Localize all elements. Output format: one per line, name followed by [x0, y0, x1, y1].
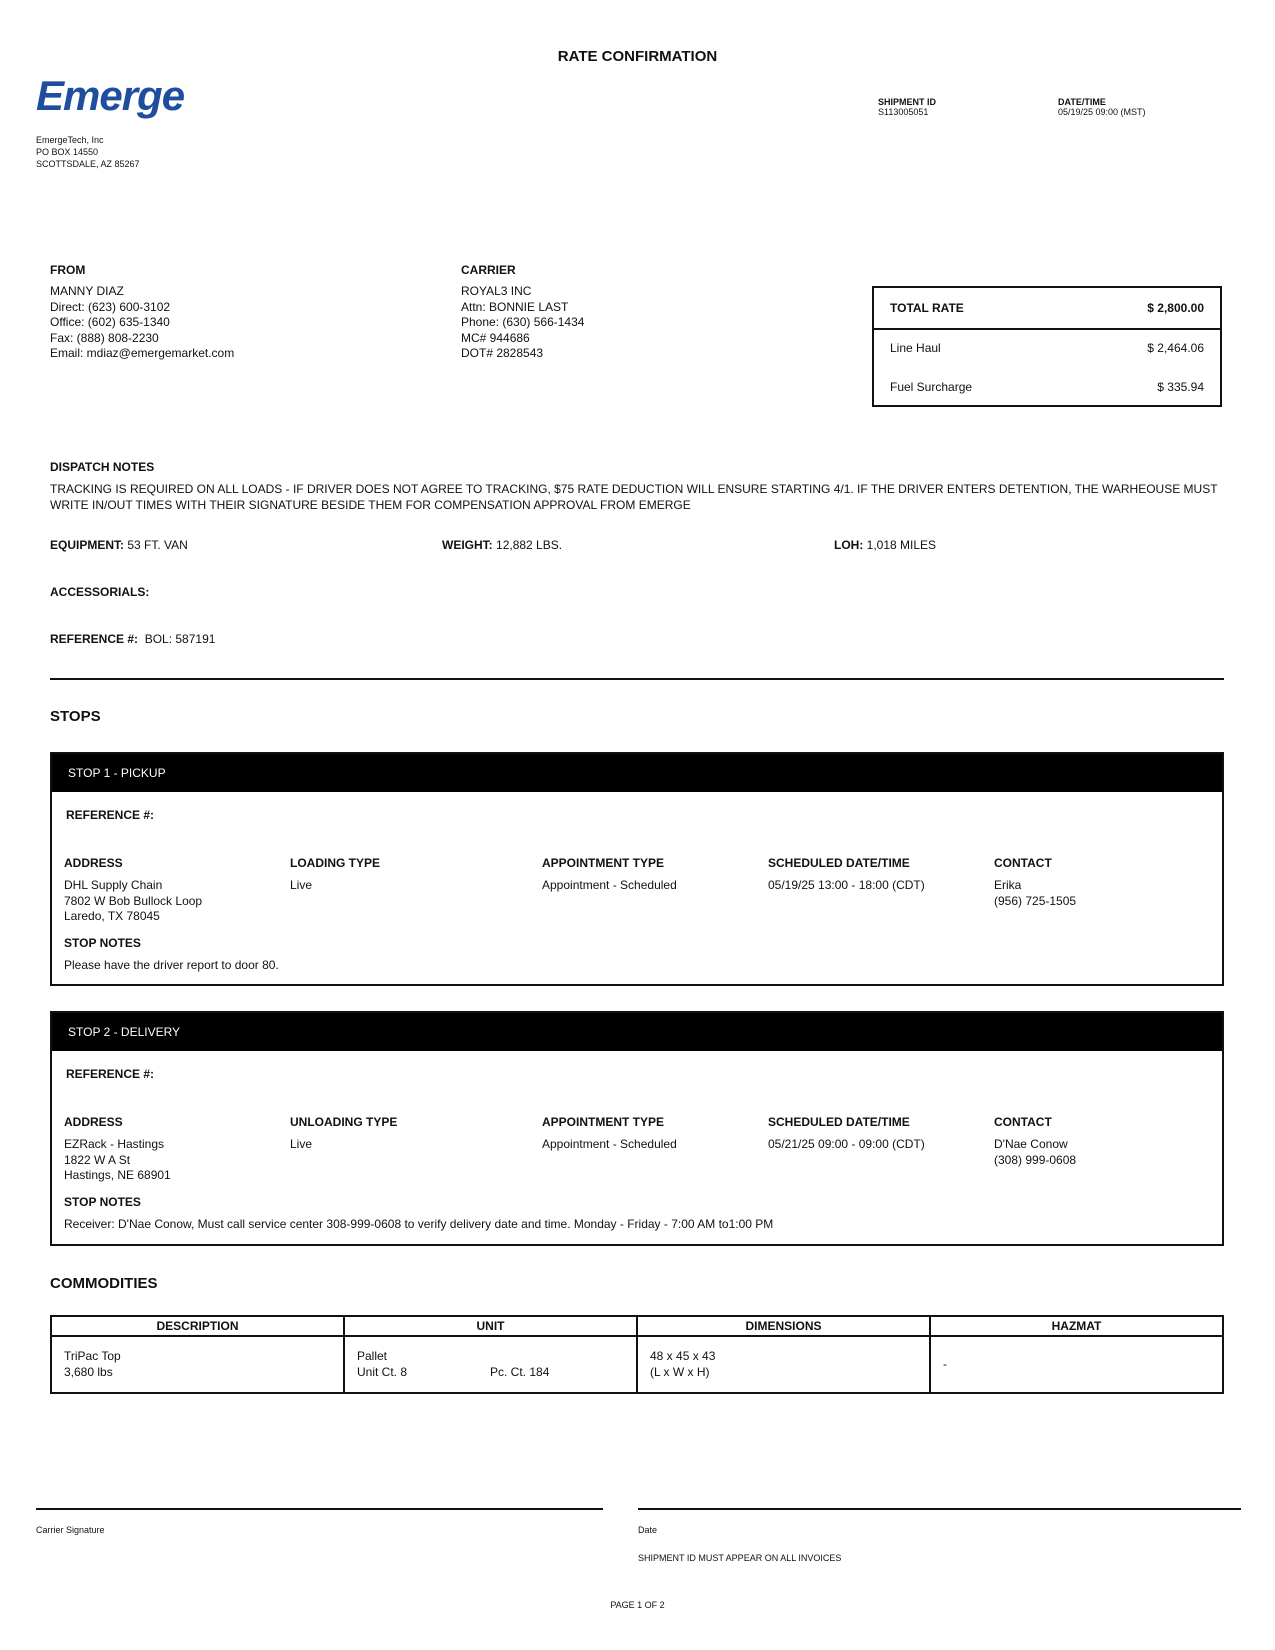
stop-2-scheduled-label: SCHEDULED DATE/TIME	[768, 1115, 910, 1129]
stop-2-header: STOP 2 - DELIVERY	[52, 1013, 1222, 1051]
dimensions-unit: (L x W x H)	[650, 1364, 710, 1379]
company-address-line1: PO BOX 14550	[36, 147, 99, 157]
rate-box	[872, 286, 1222, 407]
stop-2-contact-label: CONTACT	[994, 1115, 1052, 1129]
piece-count: Pc. Ct. 184	[490, 1364, 550, 1379]
stop-2-unloading-type-value: Live	[290, 1137, 313, 1151]
stop-2-address	[64, 1137, 171, 1184]
datetime-value: 05/19/25 09:00 (MST)	[1058, 107, 1146, 117]
carrier-attn: Attn: BONNIE LAST	[461, 299, 569, 314]
stop-1-address	[64, 878, 202, 925]
page-title: RATE CONFIRMATION	[557, 48, 718, 65]
total-rate-label: TOTAL RATE	[890, 301, 964, 315]
stop-2-address-label: ADDRESS	[64, 1115, 123, 1129]
description-name: TriPac Top	[64, 1349, 121, 1363]
datetime-label: DATE/TIME	[1058, 97, 1106, 107]
from-label: FROM	[50, 263, 86, 277]
stop-1-box	[50, 752, 1224, 986]
stop-2-scheduled-value: 05/21/25 09:00 - 09:00 (CDT)	[768, 1137, 925, 1151]
weight-value: 12,882 LBS.	[496, 538, 563, 552]
commodities-title: COMMODITIES	[50, 1275, 158, 1292]
total-rate-row	[890, 301, 1204, 315]
reference	[50, 632, 215, 648]
section-divider	[50, 678, 1224, 680]
stop-2-reference-label: REFERENCE #:	[66, 1067, 155, 1081]
stop-2-notes-label: STOP NOTES	[64, 1195, 141, 1209]
carrier-name: ROYAL3 INC	[461, 284, 532, 298]
stops-title: STOPS	[50, 708, 101, 725]
reference-value: BOL: 587191	[144, 632, 216, 646]
col-header-hazmat: HAZMAT	[930, 1316, 1223, 1336]
carrier-phone: Phone: (630) 566-1434	[461, 315, 585, 329]
fuel-surcharge-label: Fuel Surcharge	[890, 380, 973, 394]
stop-1-contact-label: CONTACT	[994, 856, 1052, 870]
stop-1-loading-type-value: Live	[290, 878, 313, 892]
shipment-id-value: S113005051	[878, 107, 929, 117]
stop-2-address-line1: EZRack - Hastings	[64, 1137, 165, 1151]
equipment-value: 53 FT. VAN	[127, 538, 188, 552]
carrier-section	[461, 263, 584, 362]
stop-1-notes-label: STOP NOTES	[64, 936, 141, 950]
equipment-label: EQUIPMENT:	[50, 538, 125, 552]
carrier-label: CARRIER	[461, 263, 516, 277]
date-signature-line[interactable]	[638, 1508, 1241, 1510]
stop-1-address-line2: 7802 W Bob Bullock Loop	[64, 893, 203, 908]
cell-hazmat: -	[930, 1336, 1223, 1393]
shipment-id-label: SHIPMENT ID	[878, 97, 937, 107]
total-rate-value: $ 2,800.00	[1147, 301, 1204, 315]
commodities-header-row	[51, 1316, 1223, 1336]
stop-2-contact-name: D'Nae Conow	[994, 1137, 1068, 1151]
carrier-mc: MC# 944686	[461, 330, 530, 345]
stop-1-header: STOP 1 - PICKUP	[52, 754, 1222, 792]
rate-divider	[874, 328, 1220, 330]
line-haul-value: $ 2,464.06	[1147, 341, 1204, 355]
col-header-unit: UNIT	[344, 1316, 637, 1336]
from-name: MANNY DIAZ	[50, 284, 124, 298]
dispatch-notes-text: TRACKING IS REQUIRED ON ALL LOADS - IF DRIVER DOES NOT AGREE TO TRACKING, $75 RATE DEDUCTION WILL ENSURE STARTING 4/1. IF THE DRIVER ENTERS DETENTION, THE WARHEOUSE MUST WRITE IN/OUT TIMES WITH THEIR SIGNATURE BESIDE THEM FOR COMPENSATION APPROVAL FROM EMERGE	[50, 482, 1218, 512]
stop-1-loading-type-label: LOADING TYPE	[290, 856, 381, 870]
carrier-signature-label: Carrier Signature	[36, 1525, 105, 1535]
stop-2-appointment-type-label: APPOINTMENT TYPE	[542, 1115, 665, 1129]
equipment	[50, 538, 188, 554]
stop-1-address-line3: Laredo, TX 78045	[64, 909, 160, 923]
fuel-surcharge-row	[890, 380, 1204, 394]
company-name: EmergeTech, Inc	[36, 135, 104, 145]
stop-2-unloading-type-label: UNLOADING TYPE	[290, 1115, 398, 1129]
stop-1-contact-phone: (956) 725-1505	[994, 893, 1077, 908]
commodities-table	[50, 1315, 1224, 1394]
col-header-dimensions: DIMENSIONS	[637, 1316, 930, 1336]
company-address-line2: SCOTTSDALE, AZ 85267	[36, 159, 140, 169]
from-office: Office: (602) 635-1340	[50, 315, 170, 329]
stop-1-scheduled-label: SCHEDULED DATE/TIME	[768, 856, 910, 870]
unit-counts	[357, 1365, 624, 1381]
cell-dimensions	[637, 1336, 930, 1393]
stop-1-address-label: ADDRESS	[64, 856, 123, 870]
datetime-block	[1058, 97, 1146, 117]
cell-unit	[344, 1336, 637, 1393]
weight-label: WEIGHT:	[442, 538, 493, 552]
cell-description	[51, 1336, 344, 1393]
dimensions-value: 48 x 45 x 43	[650, 1349, 716, 1363]
fuel-surcharge-value: $ 335.94	[1157, 380, 1204, 394]
loh-label: LOH:	[834, 538, 864, 552]
table-row	[51, 1336, 1223, 1393]
from-email: Email: mdiaz@emergemarket.com	[50, 346, 235, 360]
stop-1-scheduled-value: 05/19/25 13:00 - 18:00 (CDT)	[768, 878, 925, 892]
shipment-id-block	[878, 97, 936, 117]
stop-1-reference-label: REFERENCE #:	[66, 808, 155, 822]
line-haul-label: Line Haul	[890, 341, 941, 355]
description-weight: 3,680 lbs	[64, 1364, 113, 1379]
stop-1-notes: Please have the driver report to door 80.	[64, 958, 279, 972]
weight	[442, 538, 562, 554]
company-address	[36, 134, 140, 170]
col-header-description: DESCRIPTION	[51, 1316, 344, 1336]
carrier-signature-line[interactable]	[36, 1508, 603, 1510]
stop-1-appointment-type-value: Appointment - Scheduled	[542, 878, 677, 892]
from-direct: Direct: (623) 600-3102	[50, 299, 171, 314]
emerge-logo: Emerge	[36, 72, 185, 119]
invoice-notice: SHIPMENT ID MUST APPEAR ON ALL INVOICES	[638, 1553, 842, 1563]
accessorials-label: ACCESSORIALS:	[50, 585, 150, 599]
stop-1-appointment-type-label: APPOINTMENT TYPE	[542, 856, 665, 870]
reference-label: REFERENCE #:	[50, 632, 139, 646]
stop-2-box	[50, 1011, 1224, 1246]
date-label: Date	[638, 1525, 658, 1535]
page-number: PAGE 1 OF 2	[610, 1600, 665, 1610]
stop-2-appointment-type-value: Appointment - Scheduled	[542, 1137, 677, 1151]
stop-1-address-line1: DHL Supply Chain	[64, 878, 163, 892]
line-haul-row	[890, 341, 1204, 355]
stop-2-address-line3: Hastings, NE 68901	[64, 1168, 171, 1182]
stop-2-contact-phone: (308) 999-0608	[994, 1152, 1077, 1167]
unit-count: Unit Ct. 8	[357, 1364, 408, 1379]
loh-value: 1,018 MILES	[866, 538, 937, 552]
stop-1-contact	[994, 878, 1076, 909]
stop-2-address-line2: 1822 W A St	[64, 1152, 131, 1167]
from-fax: Fax: (888) 808-2230	[50, 330, 159, 345]
stop-1-contact-name: Erika	[994, 878, 1022, 892]
unit-type: Pallet	[357, 1349, 388, 1363]
stop-2-notes: Receiver: D'Nae Conow, Must call service center 308-999-0608 to verify delivery date and time. Monday - Friday - 7:00 AM to1:00 PM	[64, 1217, 774, 1231]
stop-2-contact	[994, 1137, 1076, 1168]
carrier-dot: DOT# 2828543	[461, 346, 544, 360]
dispatch-notes-label: DISPATCH NOTES	[50, 460, 155, 474]
from-section	[50, 263, 234, 362]
loh	[834, 538, 936, 554]
